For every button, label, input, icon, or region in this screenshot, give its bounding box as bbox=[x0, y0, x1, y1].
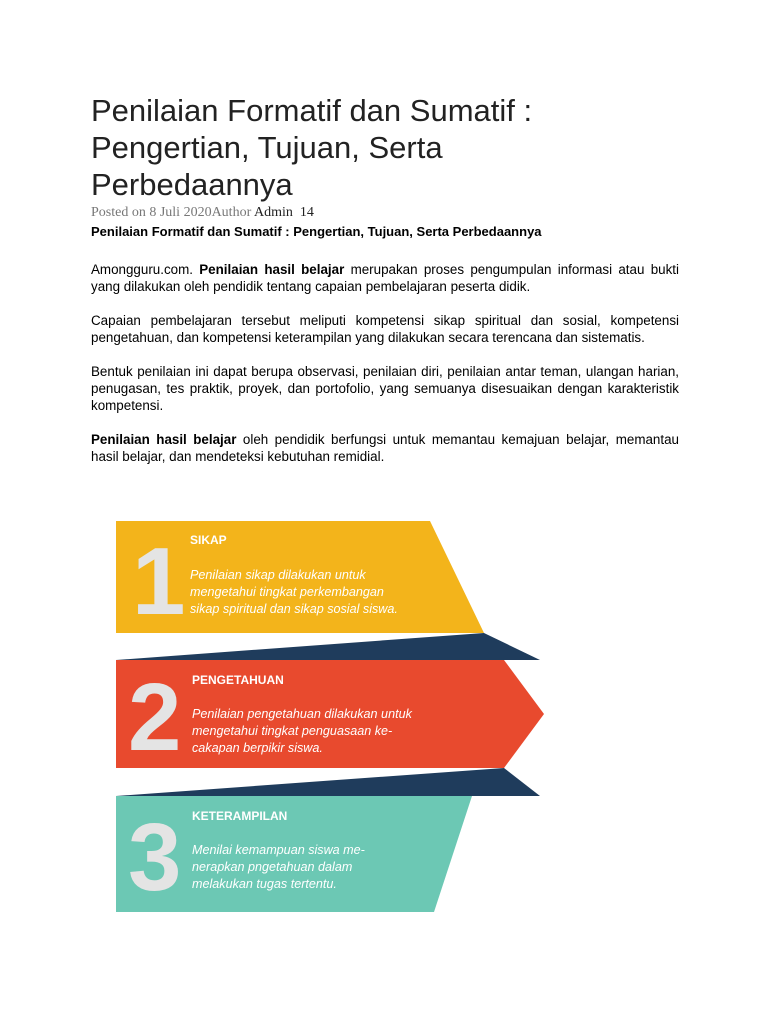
comment-count: 14 bbox=[299, 205, 314, 220]
competency-infographic bbox=[112, 518, 548, 914]
title-line-1: Penilaian Formatif dan Sumatif : bbox=[91, 93, 533, 128]
article bbox=[91, 92, 679, 465]
paragraph-4 bbox=[91, 431, 679, 465]
connector-2 bbox=[116, 768, 540, 796]
connector-1 bbox=[116, 633, 540, 660]
bold-term: Penilaian hasil belajar bbox=[91, 432, 237, 447]
title-line-3: Perbedaannya bbox=[91, 167, 293, 202]
paragraph-4-text: oleh pendidik berfungsi untuk memantau kemajuan belajar, memantau hasil belajar, dan mendeteksi kebutuhan remidial. bbox=[91, 432, 679, 464]
site-name: Amongguru.com. bbox=[91, 262, 200, 277]
posted-date: Posted on 8 Juli 2020Author bbox=[91, 205, 254, 220]
desc-pengetahuan-line-3: cakapan berpikir siswa. bbox=[192, 741, 323, 755]
heading-sikap: SIKAP bbox=[190, 533, 227, 547]
heading-keterampilan: KETERAMPILAN bbox=[192, 809, 288, 823]
desc-sikap-line-1: Penilaian sikap dilakukan untuk bbox=[190, 568, 366, 582]
desc-pengetahuan-line-2: mengetahui tingkat penguasaan ke- bbox=[192, 724, 393, 738]
desc-keterampilan-line-3: melakukan tugas tertentu. bbox=[192, 877, 337, 891]
paragraph-1 bbox=[91, 261, 679, 295]
number-2: 2 bbox=[128, 664, 182, 771]
author-link[interactable]: Admin bbox=[253, 205, 293, 220]
desc-keterampilan-line-2: nerapkan pngetahuan dalam bbox=[192, 860, 353, 874]
desc-keterampilan-line-1: Menilai kemampuan siswa me- bbox=[192, 843, 365, 857]
article-subtitle: Penilaian Formatif dan Sumatif : Pengertian, Tujuan, Serta Perbedaannya bbox=[91, 224, 542, 239]
post-meta bbox=[91, 205, 679, 221]
heading-pengetahuan: PENGETAHUAN bbox=[192, 673, 284, 687]
number-1: 1 bbox=[132, 528, 186, 635]
article-title bbox=[91, 92, 679, 203]
title-line-2: Pengertian, Tujuan, Serta bbox=[91, 130, 443, 165]
paragraph-2: Capaian pembelajaran tersebut meliputi kompetensi sikap spiritual dan sosial, kompetensi pengetahuan, dan kompetensi keterampilan yang dilakukan secara terencana dan sistematis. bbox=[91, 313, 679, 345]
desc-sikap-line-2: mengetahui tingkat perkembangan bbox=[190, 585, 384, 599]
infographic-svg bbox=[112, 518, 548, 914]
number-3: 3 bbox=[128, 804, 182, 911]
paragraph-3: Bentuk penilaian ini dapat berupa observasi, penilaian diri, penilaian antar teman, ulangan harian, penugasan, tes praktik, proyek, dan portofolio, yang semuanya disesuaikan dengan karakteristik kompetensi. bbox=[91, 364, 679, 413]
paragraph-1-text: merupakan proses pengumpulan informasi atau bukti yang dilakukan oleh pendidik tentang capaian pembelajaran peserta didik. bbox=[91, 262, 679, 294]
desc-pengetahuan-line-1: Penilaian pengetahuan dilakukan untuk bbox=[192, 707, 412, 721]
desc-sikap-line-3: sikap spiritual dan sikap sosial siswa. bbox=[190, 602, 398, 616]
bold-term: Penilaian hasil belajar bbox=[199, 262, 345, 277]
